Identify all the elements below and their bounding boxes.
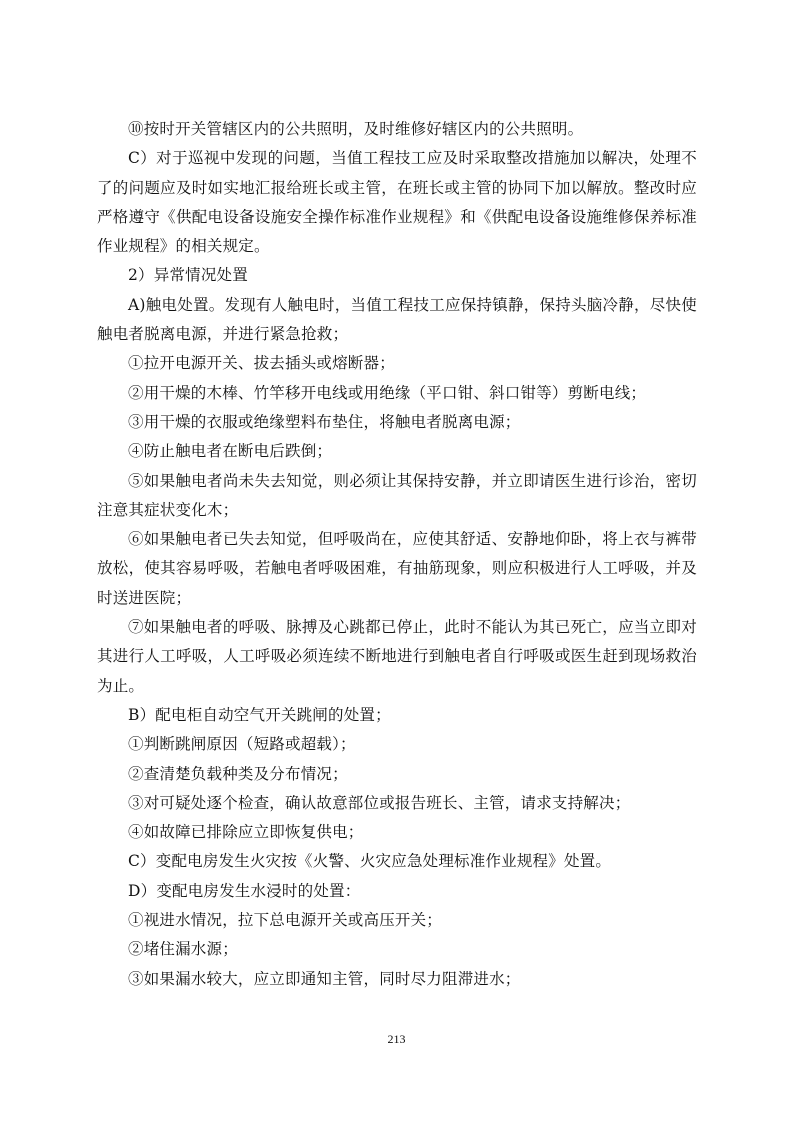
list-item: ③对可疑处逐个检查，确认故意部位或报告班长、主管，请求支持解决；	[128, 793, 631, 812]
list-item: ①视进水情况，拉下总电源开关或高压开关；	[128, 911, 443, 930]
list-item: ①拉开电源开关、拔去插头或熔断器；	[128, 354, 395, 373]
list-item: ①判断跳闸原因（短路或超载）；	[128, 735, 356, 754]
list-item: ③用干燥的衣服或绝缘塑料布垫住，将触电者脱离电源；	[128, 412, 521, 431]
paragraph: C）对于巡视中发现的问题，当值工程技工应及时采取整改措施加以解决，处理不了的问题应及时如实地汇报给班长或主管，在班长或主管的协同下加以解放。整改时应严格遵守《供配电设备设施安全操作标准作业规程》和《供配电设备设施维修保养标准作业规程》的相关规定。	[97, 149, 697, 256]
paragraph: A)触电处置。发现有人触电时，当值工程技工应保持镇静，保持头脑冷静，尽快使触电者脱离电源，并进行紧急抢救；	[97, 295, 697, 344]
section-heading: 2）异常情况处置	[128, 266, 248, 285]
paragraph: B）配电柜自动空气开关跳闸的处置；	[128, 705, 391, 724]
list-item: ②用干燥的木棒、竹竿移开电线或用绝缘（平口钳、斜口钳等）剪断电线；	[128, 383, 647, 402]
page-number: 213	[387, 1032, 406, 1046]
document-body	[97, 115, 697, 994]
list-item: ③如果漏水较大，应立即通知主管，同时尽力阻滞进水；	[128, 969, 521, 988]
list-item: ④如故障已排除应立即恢复供电；	[128, 823, 364, 842]
list-item: ⑦如果触电者的呼吸、脉搏及心跳都已停止，此时不能认为其已死亡，应当立即对其进行人工呼吸，人工呼吸必须连续不断地进行到触电者自行呼吸或医生赶到现场救治为止。	[97, 618, 697, 695]
list-item: ②堵住漏水源；	[128, 940, 238, 959]
list-item: ⑤如果触电者尚未失去知觉，则必须让其保持安静，并立即请医生进行诊治，密切注意其症状变化木；	[97, 471, 697, 519]
list-item: ②查清楚负载种类及分布情况；	[128, 764, 348, 783]
paragraph: C）变配电房发生火灾按《火警、火灾应急处理标准作业规程》处置。	[128, 852, 612, 871]
paragraph: ⑩按时开关管辖区内的公共照明，及时维修好辖区内的公共照明。	[128, 120, 584, 138]
list-item: ④防止触电者在断电后跌倒；	[128, 442, 333, 461]
paragraph: D）变配电房发生水浸时的处置：	[128, 881, 361, 900]
list-item: ⑥如果触电者已失去知觉，但呼吸尚在，应使其舒适、安静地仰卧，将上衣与裤带放松，使其容易呼吸，若触电者呼吸困难，有抽筋现象，则应积极进行人工呼吸，并及时送进医院；	[97, 530, 697, 607]
